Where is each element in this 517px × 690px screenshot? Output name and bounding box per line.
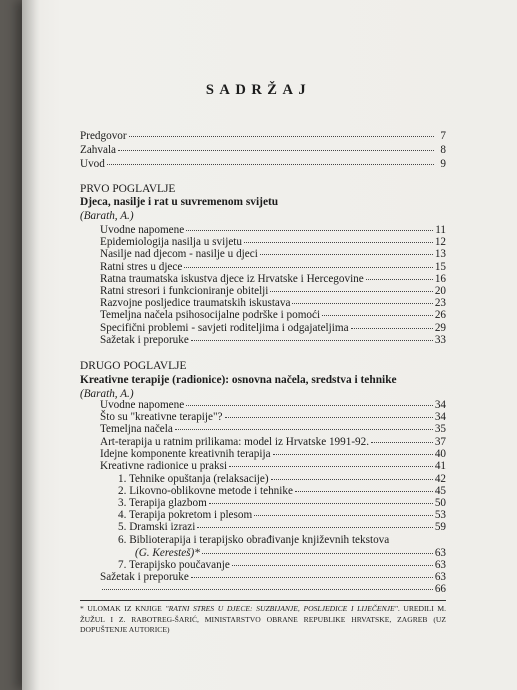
- toc-entry-page: 23: [434, 297, 446, 310]
- leader-dots: [232, 565, 433, 566]
- toc-entry-page: 29: [434, 321, 446, 334]
- toc-entry-predgovor: [80, 130, 446, 143]
- toc-entry-page: 63: [434, 571, 446, 583]
- leader-dots: [260, 254, 433, 255]
- toc-entry-label: Kreativne radionice u praksi: [100, 460, 228, 472]
- toc-entry-label: Temeljna načela psihosocijalne podrške i pomoći: [100, 309, 321, 322]
- leader-dots: [186, 405, 433, 406]
- chapter2-heading: DRUGO POGLAVLJE: [80, 360, 187, 372]
- toc-entry-label: Idejne komponente kreativnih terapija: [100, 448, 271, 460]
- leader-dots: [118, 150, 434, 151]
- toc-entry-label: Epidemiologija nasilja u svijetu: [100, 236, 242, 249]
- toc-entry-page: 40: [434, 448, 446, 460]
- leader-dots: [102, 589, 433, 590]
- toc-entry-label: 7. Terapijsko poučavanje: [118, 559, 230, 571]
- leader-dots: [229, 466, 433, 467]
- toc-entry: [100, 224, 446, 237]
- footnote-rest: . UREDILI M. ŽUŽUL I Z. RABOTREG-ŠARIĆ, MINISTARSTVO OBRANE REPUBLIKE HRVATSKE, ZAGREB (UZ DOPUŠTENJE AUTORICE): [80, 604, 446, 634]
- leader-dots: [197, 527, 432, 528]
- toc-entry-label: (G. Keresteš)*: [135, 547, 200, 559]
- toc-entry-label: Predgovor: [80, 130, 127, 142]
- toc-entry: [100, 285, 446, 298]
- toc-entry-page: 41: [434, 460, 446, 472]
- toc-entry-label: Temeljna načela: [100, 423, 173, 435]
- toc-entry-page: 34: [434, 399, 446, 411]
- leader-dots: [175, 429, 433, 430]
- leader-dots: [366, 279, 433, 280]
- leader-dots: [209, 503, 433, 504]
- footnote-star: * ULOMAK IZ KNJIGE: [80, 604, 162, 613]
- leader-dots: [270, 291, 432, 292]
- toc-entry-page: 9: [440, 158, 446, 170]
- toc-entry-page: 50: [434, 497, 446, 509]
- toc-entry-label: Uvod: [80, 158, 105, 170]
- toc-entry-page: 42: [434, 473, 446, 485]
- toc-entry-page: 33: [434, 333, 446, 346]
- toc-entry-page: 26: [434, 309, 446, 322]
- toc-entry-label: Uvodne napomene: [100, 399, 185, 411]
- toc-entry-page: 34: [434, 411, 446, 423]
- page-gutter-shadow: [22, 0, 40, 690]
- leader-dots: [225, 417, 433, 418]
- toc-entry-label: Razvojne posljedice traumatskih iskustava: [100, 297, 291, 310]
- toc-entry-page: 53: [434, 509, 446, 521]
- toc-entry-label: 1. Tehnike opuštanja (relaksacije): [118, 473, 269, 485]
- toc-entry-label: 6. Biblioterapija i terapijsko obrađivanje književnih tekstova: [118, 534, 390, 546]
- toc-entry: [100, 248, 446, 261]
- toc-entry-label: Sažetak i preporuke: [100, 571, 189, 583]
- toc-entry-uvod: [80, 158, 446, 171]
- toc-entry-page: 13: [434, 248, 446, 261]
- leader-dots: [186, 230, 433, 231]
- toc-entry: [100, 460, 446, 473]
- toc-entry-page: 66: [434, 583, 446, 595]
- leader-dots: [351, 328, 433, 329]
- toc-entry-zahvala: [80, 144, 446, 157]
- toc-entry-page: 37: [434, 436, 446, 448]
- toc-entry-label: 3. Terapija glazbom: [118, 497, 207, 509]
- toc-entry-page: 7: [440, 130, 446, 142]
- leader-dots: [129, 136, 434, 137]
- toc-entry: [100, 583, 446, 596]
- leader-dots: [322, 315, 433, 316]
- chapter1-heading: PRVO POGLAVLJE: [80, 183, 176, 195]
- leader-dots: [184, 267, 432, 268]
- toc-entry: [100, 322, 446, 335]
- toc-entry: [100, 297, 446, 310]
- leader-dots: [273, 454, 433, 455]
- toc-entry-label: Ratni stres u djece: [100, 260, 183, 273]
- toc-entry-label: Nasilje nad djecom - nasilje u djeci: [100, 248, 258, 261]
- toc-entry-page: 63: [434, 559, 446, 571]
- toc-entry-page: 11: [435, 224, 446, 236]
- toc-entry: [100, 236, 446, 249]
- toc-entry-label: Zahvala: [80, 144, 117, 156]
- footnote-divider: [80, 600, 446, 601]
- toc-entry-label: Ratni stresori i funkcioniranje obitelji: [100, 285, 269, 297]
- toc-entry: [100, 273, 446, 286]
- toc-entry-label: Što su "kreativne terapije"?: [100, 411, 223, 423]
- footnote-book-title: "RATNI STRES U DJECE: SUZBIJANJE, POSLJEDICE I LIJEČENJE": [165, 604, 398, 613]
- toc-entry: [118, 521, 446, 534]
- chapter1-subtitle: Djeca, nasilje i rat u suvremenom svijetu: [80, 196, 279, 208]
- toc-entry-page: 35: [434, 423, 446, 435]
- toc-entry-page: 15: [434, 260, 446, 273]
- toc-entry-page: 20: [434, 285, 446, 297]
- toc-entry-label: 5. Dramski izrazi: [118, 521, 196, 533]
- toc-entry-label: 2. Likovno-oblikovne metode i tehnike: [118, 485, 293, 497]
- toc-entry-page: 16: [434, 272, 446, 285]
- toc-entry-label: Ratna traumatska iskustva djece iz Hrvatske i Hercegovine: [100, 272, 364, 285]
- toc-entry-label: Art-terapija u ratnim prilikama: model iz Hrvatske 1991-92.: [100, 436, 370, 448]
- toc-entry: [100, 334, 446, 347]
- leader-dots: [244, 242, 433, 243]
- toc-entry: [100, 423, 446, 436]
- toc-entry: [118, 534, 446, 547]
- leader-dots: [271, 479, 433, 480]
- toc-entry-label: Specifični problemi - savjeti roditeljima i odgajateljima: [100, 321, 349, 334]
- toc-entry-label: Sažetak i preporuke: [100, 333, 189, 346]
- leader-dots: [191, 340, 433, 341]
- toc-entry-page: 12: [434, 236, 446, 249]
- chapter1-author: (Barath, A.): [80, 210, 134, 222]
- toc-entry-page: 45: [434, 485, 446, 497]
- toc-entry-page: 63: [434, 547, 446, 559]
- toc-entry-label: 4. Terapija pokretom i plesom: [118, 509, 253, 521]
- leader-dots: [371, 442, 433, 443]
- leader-dots: [254, 515, 433, 516]
- leader-dots: [292, 303, 432, 304]
- page-title: SADRŽAJ: [205, 82, 312, 98]
- toc-entry-label: Uvodne napomene: [100, 224, 185, 236]
- footnote: [80, 604, 446, 636]
- leader-dots: [107, 164, 434, 165]
- leader-dots: [295, 491, 433, 492]
- leader-dots: [191, 577, 433, 578]
- chapter2-author: (Barath, A.): [80, 388, 134, 400]
- toc-entry: [100, 261, 446, 274]
- leader-dots: [202, 553, 433, 554]
- toc-entry-page: 8: [440, 144, 446, 156]
- toc-entry-page: 59: [434, 521, 446, 533]
- toc-entry: [100, 309, 446, 322]
- chapter2-subtitle: Kreativne terapije (radionice): osnovna načela, sredstva i tehnike: [80, 374, 397, 386]
